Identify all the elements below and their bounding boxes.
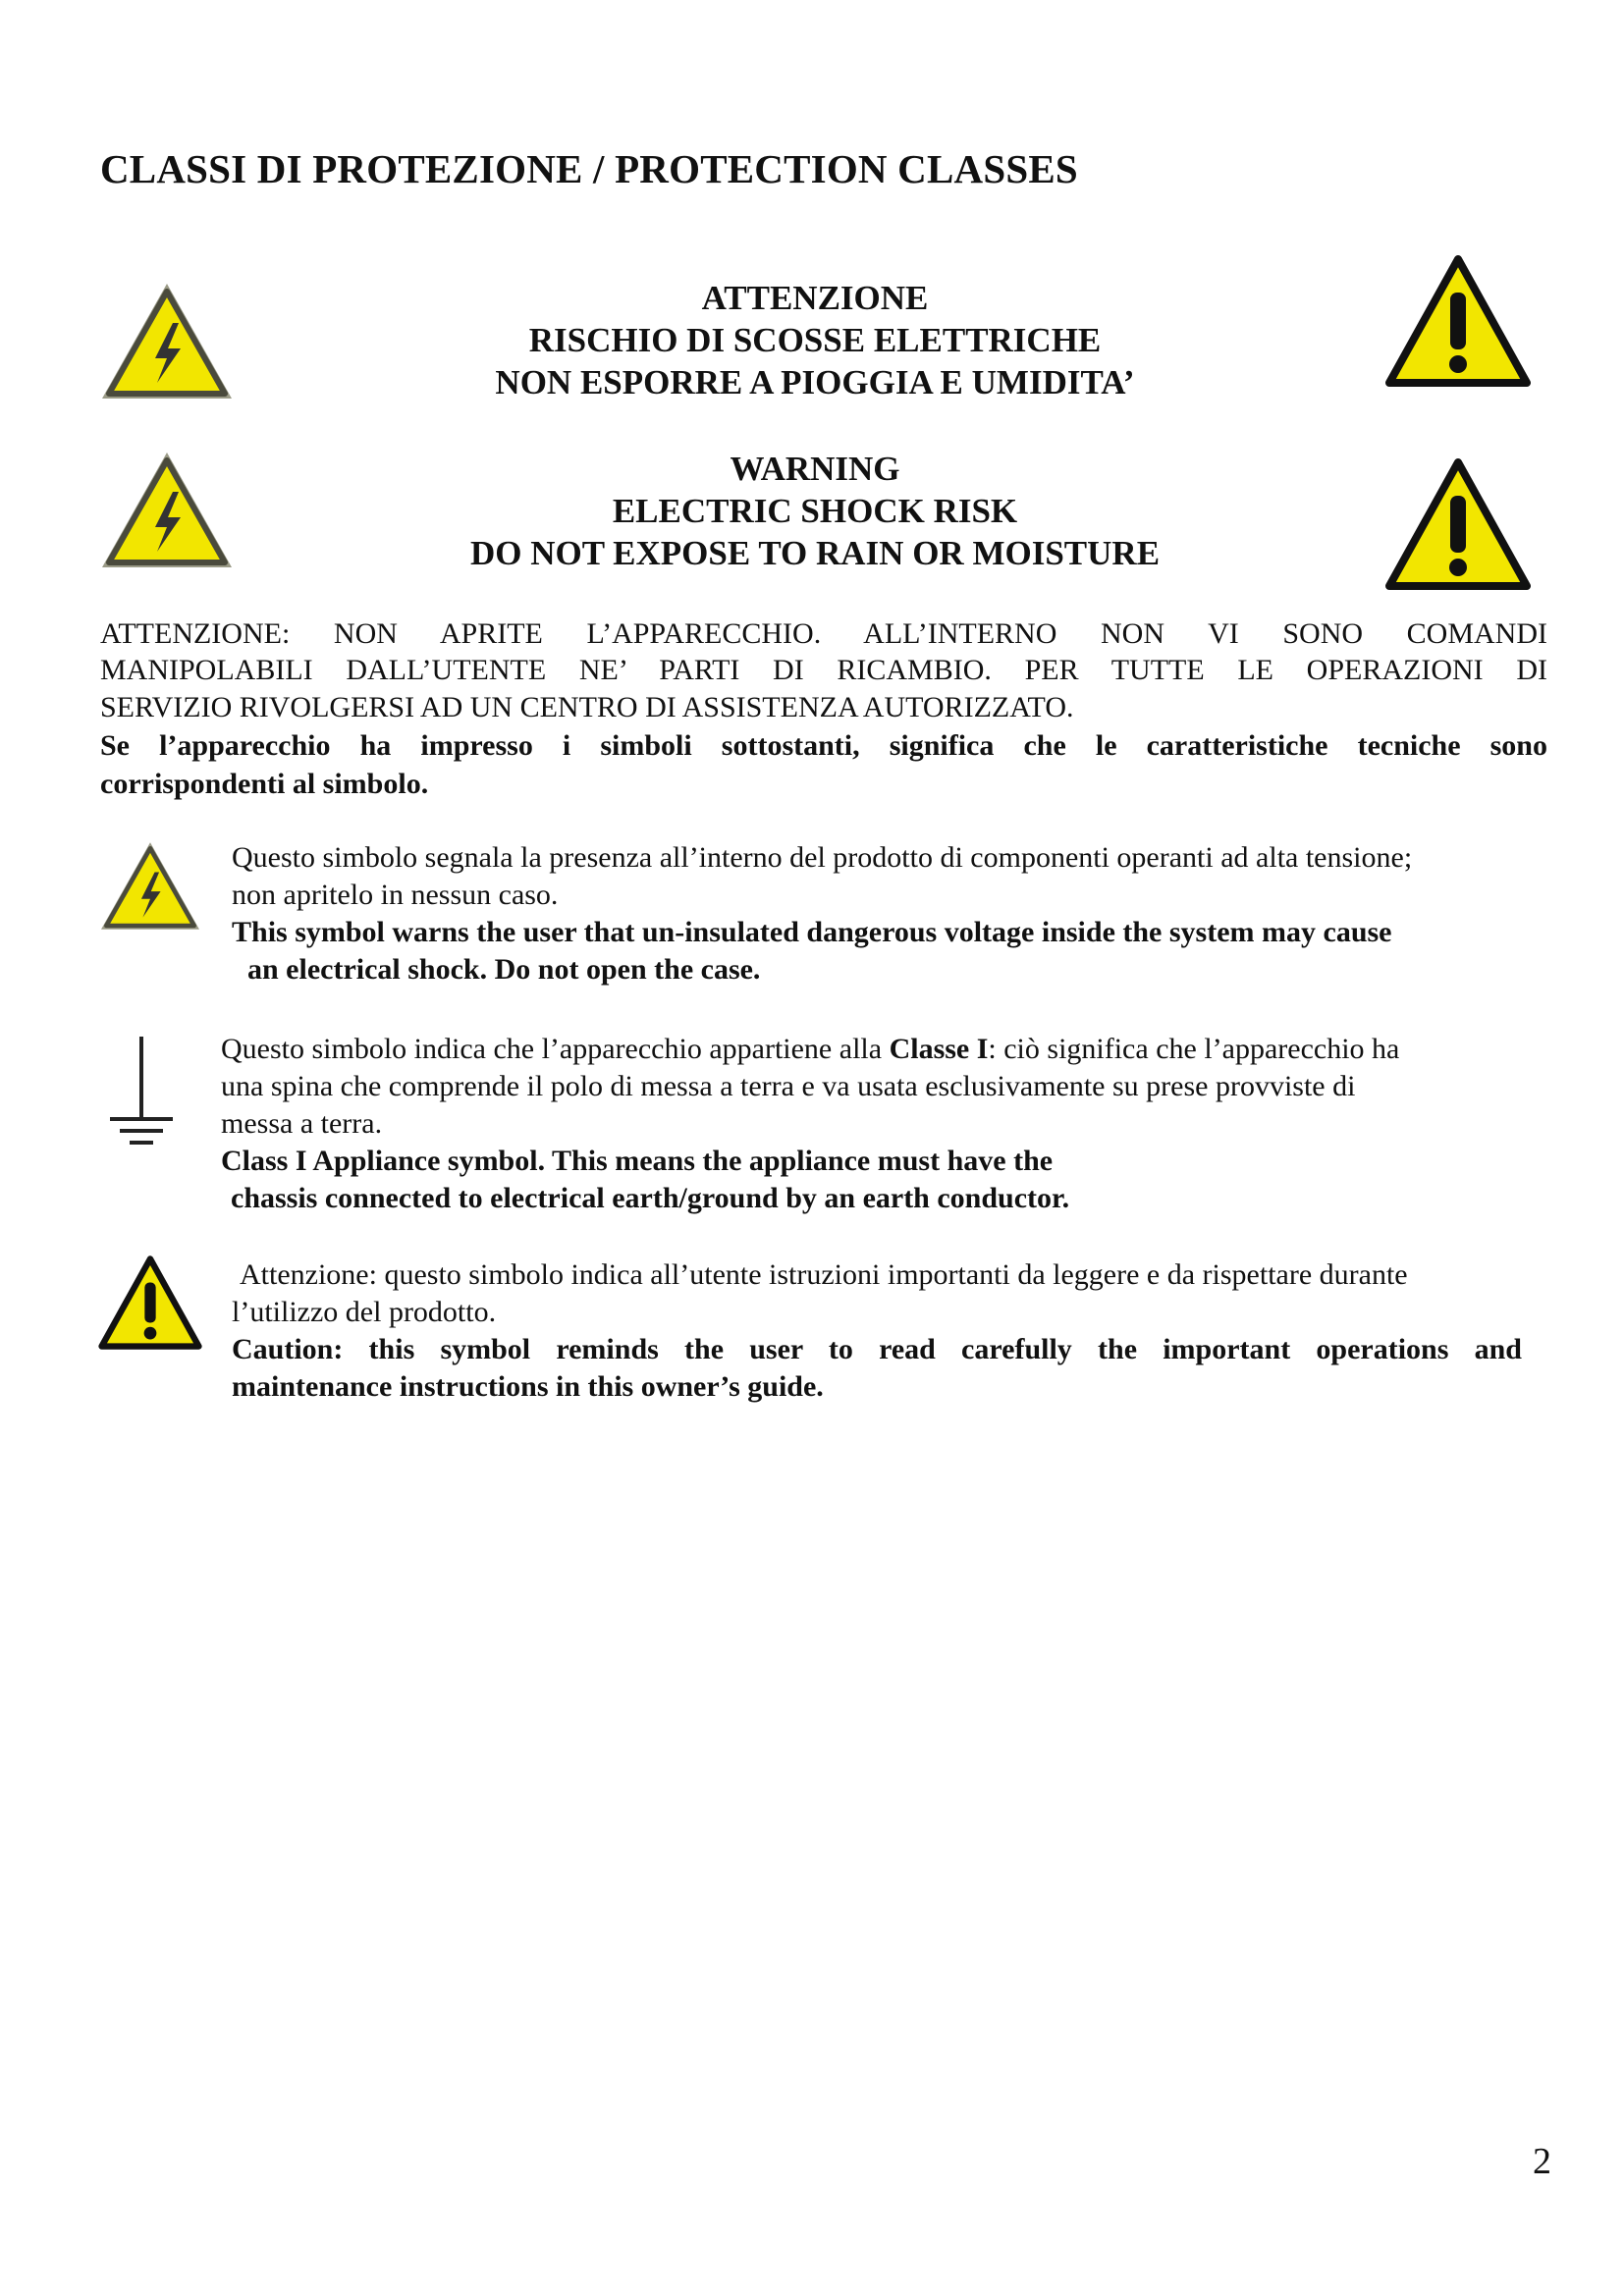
notice-line: SERVIZIO RIVOLGERSI AD UN CENTRO DI ASSISTENZA AUTORIZZATO. [100, 691, 1074, 723]
page-title: CLASSI DI PROTEZIONE / PROTECTION CLASSES [100, 146, 1078, 191]
exclamation-warning-icon [1384, 456, 1532, 592]
caution-it-line: Attenzione: questo simbolo indica all’utente istruzioni importanti da leggere e da rispettare durante [240, 1258, 1408, 1291]
symbol-caution-text [232, 1256, 1547, 1406]
class1-it-line: una spina che comprende il polo di messa a terra e va usata esclusivamente su prese provviste di [221, 1070, 1356, 1102]
class1-it-line-pre: Questo simbolo indica che l’apparecchio appartiene alla [221, 1033, 890, 1065]
high-voltage-icon [98, 280, 236, 402]
warning-block-italian [334, 277, 1296, 403]
warning-it-line3: NON ESPORRE A PIOGGIA E UMIDITA’ [495, 363, 1135, 401]
notice-bold-line: Se l’apparecchio ha impresso i simboli sottostanti, significa che le caratteristiche tecniche sono [100, 729, 1547, 762]
voltage-en-line: This symbol warns the user that un-insulated dangerous voltage inside the system may cause [232, 916, 1392, 948]
class1-it-line [221, 1031, 1551, 1068]
class1-it-line-post: : ciò significa che l’apparecchio ha [988, 1033, 1400, 1065]
symbol-class1-text [221, 1031, 1551, 1217]
voltage-en-line: an electrical shock. Do not open the case. [247, 953, 761, 986]
class1-it-line: messa a terra. [221, 1107, 383, 1140]
warning-block-english [334, 448, 1296, 574]
class1-en-line: Class I Appliance symbol. This means the appliance must have the [221, 1145, 1054, 1177]
symbol-voltage-text [232, 839, 1547, 988]
notice-line: MANIPOLABILI DALL’UTENTE NE’ PARTI DI RICAMBIO. PER TUTTE LE OPERAZIONI DI [100, 654, 1547, 686]
warning-en-line3: DO NOT EXPOSE TO RAIN OR MOISTURE [469, 534, 1161, 572]
caution-it-line: l’utilizzo del prodotto. [232, 1296, 497, 1328]
class1-en-line: chassis connected to electrical earth/ground by an earth conductor. [231, 1182, 1070, 1214]
page-number: 2 [1533, 2141, 1551, 2182]
class1-it-line-bold: Classe I [889, 1033, 989, 1065]
voltage-it-line: non apritelo in nessun caso. [232, 879, 559, 911]
exclamation-warning-icon [1384, 253, 1532, 389]
high-voltage-icon [98, 449, 236, 571]
high-voltage-icon [98, 839, 202, 933]
warning-en-line1: WARNING [730, 450, 900, 488]
warning-en-line2: ELECTRIC SHOCK RISK [612, 492, 1018, 530]
warning-it-line1: ATTENZIONE [701, 279, 929, 317]
voltage-it-line: Questo simbolo segnala la presenza all’interno del prodotto di componenti operanti ad alta tensione; [232, 841, 1413, 874]
ground-symbol-icon [102, 1029, 181, 1150]
notice-bold-line: corrispondenti al simbolo. [100, 768, 429, 800]
warning-it-line2: RISCHIO DI SCOSSE ELETTRICHE [528, 321, 1102, 359]
caution-en-line: maintenance instructions in this owner’s guide. [232, 1370, 824, 1403]
exclamation-warning-icon [98, 1255, 202, 1351]
notice-line: ATTENZIONE: NON APRITE L’APPARECCHIO. ALL’INTERNO NON VI SONO COMANDI [100, 617, 1547, 650]
caution-en-line: Caution: this symbol reminds the user to read carefully the important operations and [232, 1333, 1522, 1365]
